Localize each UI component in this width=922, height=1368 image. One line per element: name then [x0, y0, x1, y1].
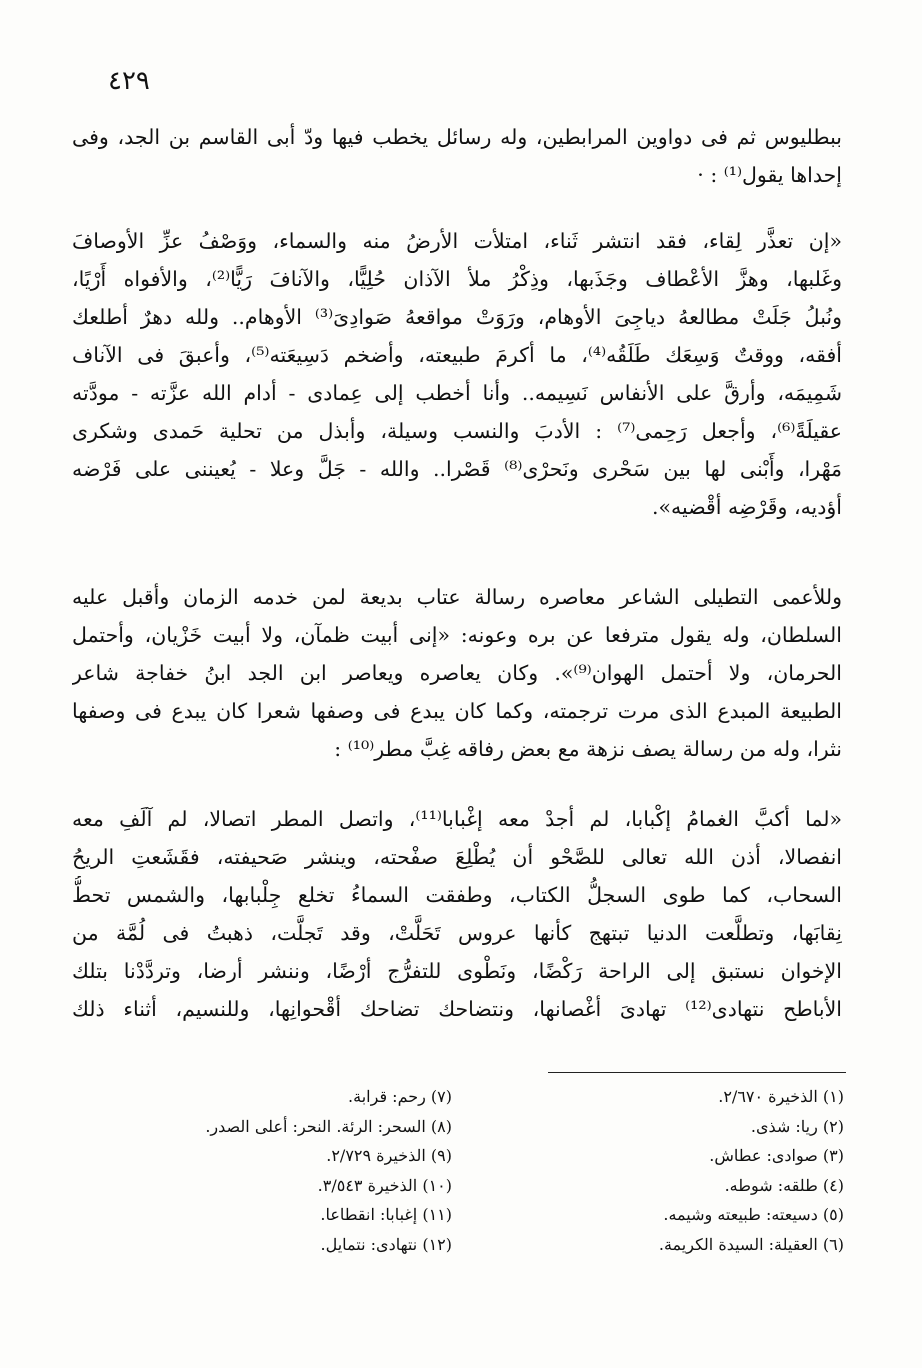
footnotes-right-column	[544, 1082, 844, 1259]
footnote: (١٠) الذخيرة ٣/٥٤٣.	[317, 1175, 452, 1195]
text-line: شَمِيمَه، وأرقَّ على الأنفاس نَسِيمه.. وأنا أخطب إلى عِمادى - أدام الله عزَّته - مودَّته	[72, 381, 842, 405]
text-line: نِقابَها، وتطلَّعت الدنيا تبتهج كأنها عروس تَحَلَّتْ، وقد تَجلَّت، ذهبتُ فى لُمَّة من	[72, 921, 842, 945]
text-line: أفقه، ووقتٌ وَسِعَك طَلَقُه⁽⁴⁾، ما أكرمَ طبيعته، وأضخم دَسِيعَته⁽⁵⁾، وأعبقَ فى الآناف	[72, 343, 842, 367]
footnote: (١٢) نتهادى: نتمايل.	[320, 1234, 452, 1254]
paragraph-intro	[72, 118, 842, 194]
footnote: (٥) دسيعته: طبيعته وشيمه.	[663, 1205, 844, 1224]
footnote: (٣) صوادى: عطاش.	[709, 1146, 844, 1165]
text-line: الطبيعة المبدع الذى مرت ترجمته، وكما كان يبدع فى وصفها شعرا كان يبدع فى وصفها	[72, 699, 842, 723]
footnote: (٦) العقيلة: السيدة الكريمة.	[658, 1234, 844, 1254]
paragraph-letter-quote	[72, 222, 842, 526]
footnotes-left-column	[72, 1082, 452, 1259]
text-line: السلطان، وله يقول مترفعا عن بره وعونه: «إنى أبيت ظمآن، ولا أبيت خَزْيان، وأحتمل	[72, 623, 842, 647]
text-line: انفصالا، أذن الله تعالى للصَّحْو أن يُطْلِعَ صفْحته، وينشر صَحيفته، فقَشَعتِ الريحُ	[72, 845, 842, 869]
footnote: (٩) الذخيرة ٢/٧٢٩.	[326, 1146, 452, 1165]
text-line: الحرمان، ولا أحتمل الهوان⁽⁹⁾». وكان يعاصره ويعاصر ابن الجد ابنُ خفاجة شاعر	[72, 661, 842, 685]
text-line: نثرا، وله من رسالة يصف نزهة مع بعض رفاقه غِبَّ مطر⁽¹⁰⁾ :	[334, 737, 842, 761]
text-line: «إن تعذَّر لِقاء، فقد انتشر ثَناء، امتلأت الأرضُ منه والسماء، ووَصْفُ عزِّ الأوصافَ	[72, 229, 842, 253]
paragraph-rain-quote	[72, 800, 842, 1028]
text-line: مَهْرا، وأَبْنى لها بين سَحْرى ونَحرْى⁽⁸⁾ قَصْرا.. والله - جَلَّ وعلا - يُعيننى على فَرْضه	[72, 457, 842, 481]
footnote: (٤) طلقه: شوطه.	[724, 1175, 844, 1195]
paragraph-tutayli	[72, 578, 842, 768]
text-line: إحداها يقول⁽¹⁾ : ·	[697, 163, 842, 187]
footnote: (١١) إغبابا: انقطاعا.	[320, 1205, 452, 1224]
text-line: الأباطح نتهادى⁽¹²⁾ تهادىَ أغْصانها، ونتضاحك تضاحك أقْحوانِها، وللنسيم، أثناء ذلك	[72, 997, 842, 1021]
text-line: أؤديه، وقَرْضِه أقْضيه».	[652, 495, 842, 519]
footnote: (٧) رحم: قرابة.	[348, 1087, 452, 1106]
text-line: وغَلبها، وهزَّ الأعْطاف وجَذَبها، وذِكْرُ ملأ الآذان حُلِيًّا، والآنافَ رَيًّا⁽²⁾، والأفواه أَرْيًا،	[72, 267, 842, 291]
page-number: ٤٢٩	[108, 66, 150, 96]
text-line: وللأعمى التطيلى الشاعر معاصره رسالة عتاب بديعة لمن خدمه الزمان وأقبل عليه	[72, 585, 842, 609]
text-line: ونُبلُ جَلَتْ مطالعهُ دياجِىَ الأوهام، ورَوَتْ مواقعهُ صَوادِىَ⁽³⁾ الأوهام.. ولله دهرٌ أطلعك	[72, 305, 842, 329]
text-line: الإخوان نستبق إلى الراحة رَكْضًا، ونَطْوى للتفرُّج أرْضًا، وننشر أرضا، وتردَّدْنا بتلك	[72, 959, 842, 983]
text-line: عقيلَةً⁽⁶⁾، وأجعل رَحِمى⁽⁷⁾ : الأدبَ والنسب وسيلة، وأبذل من تحلية حَمدى وشكرى	[72, 419, 842, 443]
text-line: السحاب، كما طوى السجلُّ الكتاب، وطفقت السماءُ تخلع جِلْبابها، والشمس تحطُّ	[72, 883, 842, 907]
footnote-divider	[548, 1072, 846, 1073]
footnote: (١) الذخيرة ٢/٦٧٠.	[718, 1087, 844, 1106]
footnote: (٨) السحر: الرئة. النحر: أعلى الصدر.	[205, 1116, 452, 1136]
text-line: «لما أكبَّ الغمامُ إكْبابا، لم أجدْ معه إغْبابا⁽¹¹⁾، واتصل المطر اتصالا، لم آلَفِ معه	[72, 807, 842, 831]
text-line: ببطليوس ثم فى دواوين المرابطين، وله رسائل يخطب فيها ودّ أبى القاسم بن الجد، وفى	[72, 125, 842, 149]
footnote: (٢) ريا: شذى.	[750, 1116, 844, 1136]
